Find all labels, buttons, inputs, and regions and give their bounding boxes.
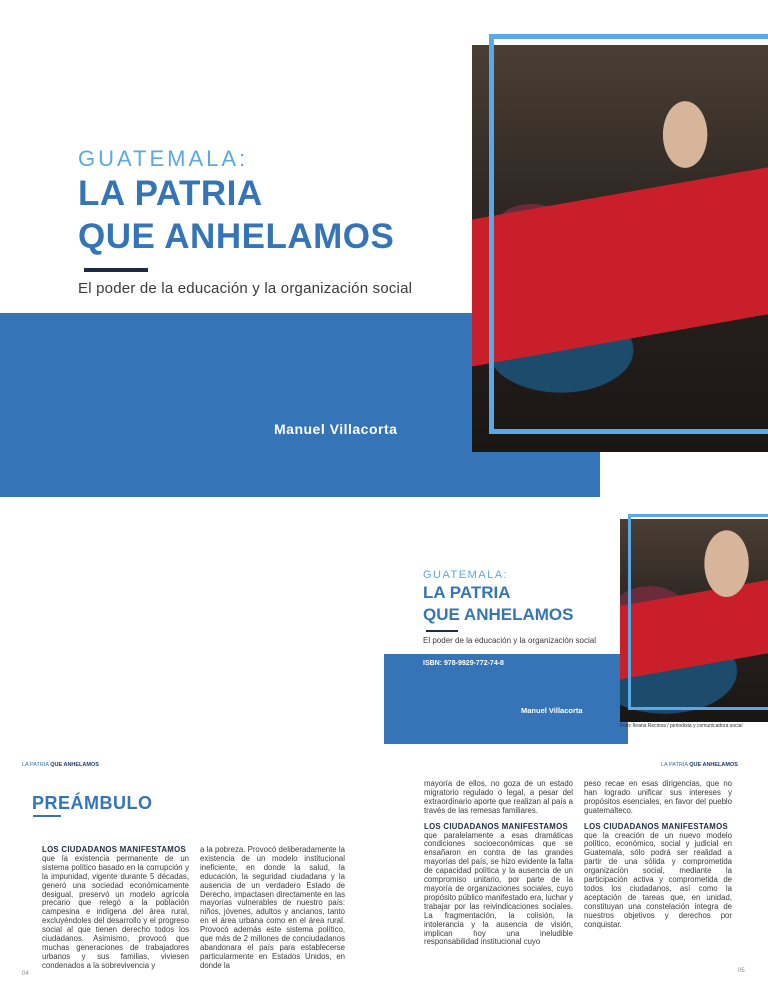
- cover-title-line1: LA PATRIA: [78, 174, 263, 213]
- col1-lead: LOS CIUDADANOS MANIFESTAMOS: [42, 846, 186, 854]
- small-cover-isbn: ISBN: 978-9929-772-74-8: [423, 660, 504, 667]
- running-header-left-bold: QUE ANHELAMOS: [50, 762, 99, 768]
- small-cover-pre-title: GUATEMALA:: [423, 569, 509, 581]
- small-cover-photo-credit: Foto: Ileana Recinos / periodista y comunicadora social: [620, 723, 743, 729]
- cover-author: Manuel Villacorta: [274, 421, 398, 437]
- col3-intro: mayoría de ellos, no goza de un estado migratorio regulado o legal, a pesar del extraordinario aporte que realizan al país a través de las remesas familiares.: [424, 780, 573, 815]
- cover-title-line2: QUE ANHELAMOS: [78, 217, 395, 256]
- col4-lead: LOS CIUDADANOS MANIFESTAMOS: [584, 821, 728, 831]
- running-header-right-bold: QUE ANHELAMOS: [689, 762, 738, 768]
- running-header-right-plain: LA PATRIA: [661, 762, 690, 768]
- running-header-right: [661, 762, 738, 768]
- page-number-right: 05: [738, 968, 745, 974]
- cover-title-rule: [84, 268, 148, 272]
- col4-intro: peso recae en esas dirigencias, que no han logrado unificar sus intereses y propósitos esenciales, en favor del pueblo guatemalteco.: [584, 780, 732, 815]
- text-column-4: [584, 780, 732, 970]
- col1-text: que la existencia permanente de un sistema político basado en la corrupción y la impunidad, vigente durante 5 décadas, generó una sociedad económicamente desigual, preservó un modelo agrícola precario que relegó a la población campesina e indígena del área rural, excluyéndoles del desarrollo y el progreso social al que tienen derecho todos los ciudadanos. Asimismo, provocó que muchas generaciones de trabajadores urbanos y sus familias, viviesen condenados a la sobrevivencia y: [42, 853, 189, 970]
- small-cover-subtitle: El poder de la educación y la organización social: [423, 636, 596, 645]
- small-cover-blue-band: [384, 654, 628, 744]
- page-number-left: 04: [22, 971, 29, 977]
- col4-text: que la creación de un nuevo modelo político, económico, social y judicial en Guatemala, sólo podrá ser realidad a partir de una sólida y comprometida organización social, mediante la participación activa y comprometida de todos los ciudadanos, así como la aceptación de tareas que, en unidad, constituyan una constelación íntegra de nuestros objetivos y derechos por conquistar.: [584, 830, 732, 929]
- small-cover-author: Manuel Villacorta: [521, 706, 583, 715]
- small-cover-title-rule: [426, 630, 458, 632]
- running-header-left-plain: LA PATRIA: [22, 762, 51, 768]
- text-column-2: [200, 846, 345, 970]
- cover-pre-title: GUATEMALA:: [78, 146, 249, 171]
- small-cover-title: [423, 582, 623, 626]
- section-title-rule: [33, 815, 61, 817]
- cover-subtitle: El poder de la educación y la organización social: [78, 280, 413, 297]
- col2-text: a la pobreza. Provocó deliberadamente la existencia de un modelo institucional ineficiente, en donde la salud, la educación, la seguridad ciudadana y la ausencia de un verdadero Estado de Derecho, impactasen directamente en las mayorías vulnerables de nuestro país: niños, jóvenes, adultos y ancianos, tanto en el área urbana como en el área rural. Provocó además este sistema político, que más de 2 millones de conciudadanos abandonara el país para establecerse particularmente en Estados Unidos, en donde la: [200, 846, 345, 970]
- small-cover-title-line1: LA PATRIA: [423, 583, 511, 602]
- section-title: PREÁMBULO: [32, 793, 153, 813]
- col3-lead: LOS CIUDADANOS MANIFESTAMOS: [424, 821, 568, 831]
- running-header-left: [22, 762, 99, 768]
- text-column-1: [42, 846, 189, 970]
- cover-photo-frame: [489, 34, 768, 434]
- text-column-3: [424, 780, 573, 970]
- cover-title: [78, 172, 478, 258]
- col3-text: que paralelamente a esas dramáticas condiciones socioeconómicas que se ensañaron en contra de las grandes mayorías del país, se hizo evidente la falta de capacidad política y la ausencia de un compromiso unitario, por parte de la mayoría de organizaciones sociales, cuyo propósito público manifestado era, luchar y trabajar por las reivindicaciones sociales. La fragmentación, la colisión, la intolerancia y la ausencia de visión, implican hoy una ineludible responsabilidad institucional cuyo: [424, 830, 573, 947]
- small-cover-photo-frame: [628, 514, 768, 710]
- small-cover-title-line2: QUE ANHELAMOS: [423, 605, 574, 624]
